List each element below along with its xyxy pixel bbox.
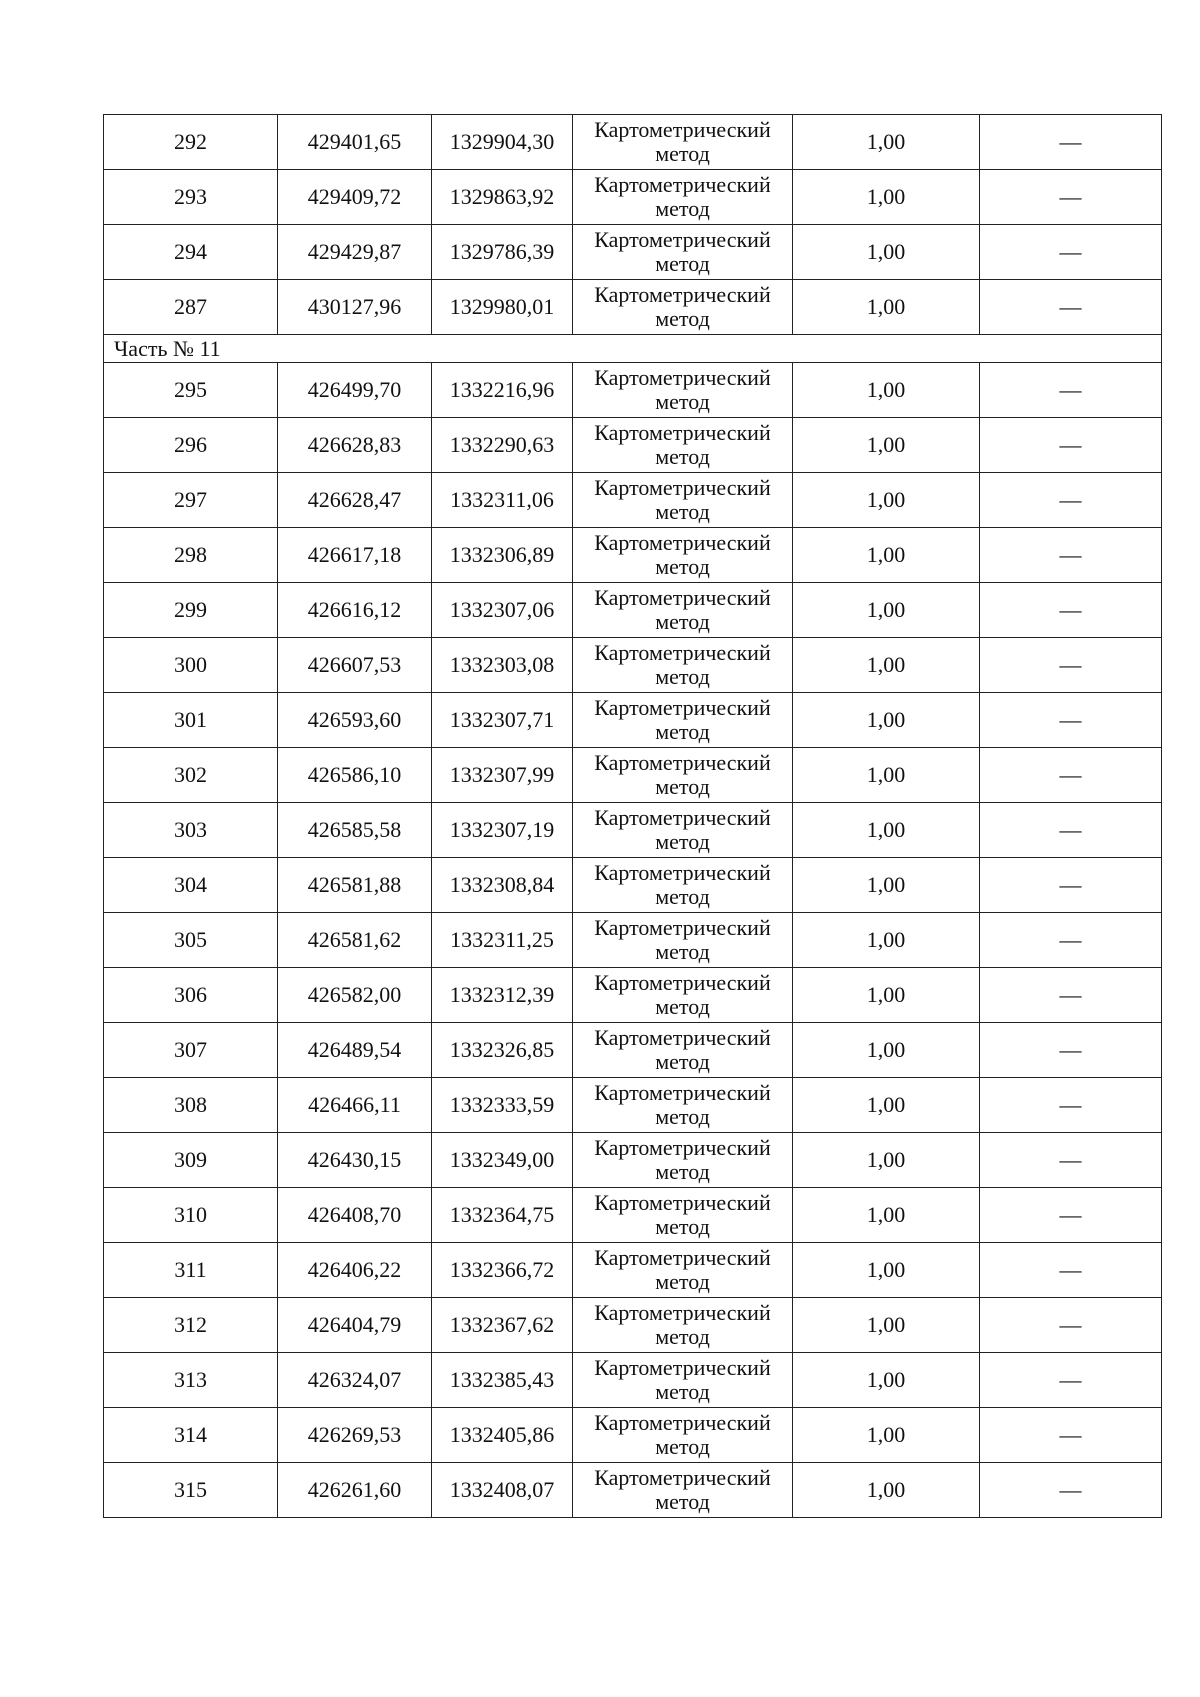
x-coordinate-cell: 426499,70 [278,363,432,418]
description-cell: — [980,858,1162,913]
description-cell: — [980,1188,1162,1243]
method-line-2: метод [655,499,710,524]
accuracy-cell: 1,00 [793,1078,980,1133]
method-cell [573,968,793,1023]
method-cell [573,1133,793,1188]
method-cell [573,1188,793,1243]
method-line-2: метод [655,1489,710,1514]
y-coordinate-cell: 1329980,01 [432,280,573,335]
point-number-cell: 306 [104,968,278,1023]
x-coordinate-cell: 426582,00 [278,968,432,1023]
accuracy-cell: 1,00 [793,418,980,473]
method-cell [573,1023,793,1078]
y-coordinate-cell: 1332306,89 [432,528,573,583]
y-coordinate-cell: 1332307,99 [432,748,573,803]
accuracy-cell: 1,00 [793,1298,980,1353]
method-line-1: Картометрический [594,860,771,885]
x-coordinate-cell: 426489,54 [278,1023,432,1078]
point-number-cell: 311 [104,1243,278,1298]
method-line-1: Картометрический [594,640,771,665]
description-cell: — [980,968,1162,1023]
method-line-1: Картометрический [594,750,771,775]
table-row [104,693,1162,748]
accuracy-cell: 1,00 [793,1408,980,1463]
description-cell: — [980,363,1162,418]
accuracy-cell: 1,00 [793,1133,980,1188]
table-row [104,1243,1162,1298]
method-cell [573,170,793,225]
section-heading: Часть № 11 [104,335,1162,363]
y-coordinate-cell: 1332364,75 [432,1188,573,1243]
method-line-2: метод [655,884,710,909]
method-line-1: Картометрический [594,970,771,995]
table-row [104,1078,1162,1133]
x-coordinate-cell: 426269,53 [278,1408,432,1463]
method-line-1: Картометрический [594,1410,771,1435]
method-line-2: метод [655,774,710,799]
accuracy-cell: 1,00 [793,638,980,693]
method-cell [573,280,793,335]
point-number-cell: 294 [104,225,278,280]
method-cell [573,913,793,968]
method-line-2: метод [655,141,710,166]
table-row [104,1023,1162,1078]
method-cell [573,583,793,638]
method-line-2: метод [655,939,710,964]
method-line-2: метод [655,1159,710,1184]
description-cell: — [980,693,1162,748]
point-number-cell: 307 [104,1023,278,1078]
description-cell: — [980,473,1162,528]
method-cell [573,473,793,528]
description-cell: — [980,913,1162,968]
point-number-cell: 297 [104,473,278,528]
description-cell: — [980,583,1162,638]
method-cell [573,528,793,583]
x-coordinate-cell: 426581,62 [278,913,432,968]
y-coordinate-cell: 1329904,30 [432,115,573,170]
method-line-1: Картометрический [594,172,771,197]
method-cell [573,638,793,693]
accuracy-cell: 1,00 [793,583,980,638]
table-row [104,1188,1162,1243]
method-line-2: метод [655,719,710,744]
x-coordinate-cell: 426617,18 [278,528,432,583]
table-row [104,115,1162,170]
section-heading-row [104,335,1162,363]
point-number-cell: 292 [104,115,278,170]
accuracy-cell: 1,00 [793,473,980,528]
method-cell [573,1078,793,1133]
point-number-cell: 310 [104,1188,278,1243]
method-line-1: Картометрический [594,282,771,307]
description-cell: — [980,1463,1162,1518]
description-cell: — [980,528,1162,583]
description-cell: — [980,1078,1162,1133]
accuracy-cell: 1,00 [793,1188,980,1243]
y-coordinate-cell: 1332307,71 [432,693,573,748]
y-coordinate-cell: 1332366,72 [432,1243,573,1298]
method-line-1: Картометрический [594,227,771,252]
description-cell: — [980,638,1162,693]
description-cell: — [980,225,1162,280]
table-row [104,225,1162,280]
x-coordinate-cell: 426324,07 [278,1353,432,1408]
description-cell: — [980,115,1162,170]
y-coordinate-cell: 1332303,08 [432,638,573,693]
accuracy-cell: 1,00 [793,280,980,335]
method-line-1: Картометрический [594,1190,771,1215]
table-row [104,638,1162,693]
method-line-1: Картометрический [594,1135,771,1160]
point-number-cell: 312 [104,1298,278,1353]
method-line-1: Картометрический [594,1080,771,1105]
accuracy-cell: 1,00 [793,913,980,968]
method-line-2: метод [655,1049,710,1074]
accuracy-cell: 1,00 [793,1243,980,1298]
description-cell: — [980,1023,1162,1078]
accuracy-cell: 1,00 [793,693,980,748]
point-number-cell: 302 [104,748,278,803]
y-coordinate-cell: 1332367,62 [432,1298,573,1353]
description-cell: — [980,1133,1162,1188]
x-coordinate-cell: 426607,53 [278,638,432,693]
coordinates-table-body [104,115,1162,1518]
table-row [104,170,1162,225]
x-coordinate-cell: 426585,58 [278,803,432,858]
method-line-2: метод [655,1434,710,1459]
point-number-cell: 300 [104,638,278,693]
table-row [104,748,1162,803]
method-line-1: Картометрический [594,1245,771,1270]
method-line-2: метод [655,1379,710,1404]
accuracy-cell: 1,00 [793,363,980,418]
description-cell: — [980,1243,1162,1298]
method-line-1: Картометрический [594,1300,771,1325]
description-cell: — [980,418,1162,473]
table-row [104,363,1162,418]
accuracy-cell: 1,00 [793,1463,980,1518]
description-cell: — [980,1408,1162,1463]
method-cell [573,225,793,280]
table-row [104,1353,1162,1408]
description-cell: — [980,170,1162,225]
table-row [104,583,1162,638]
accuracy-cell: 1,00 [793,225,980,280]
method-cell [573,803,793,858]
method-cell [573,363,793,418]
accuracy-cell: 1,00 [793,115,980,170]
method-cell [573,418,793,473]
accuracy-cell: 1,00 [793,1353,980,1408]
method-line-1: Картометрический [594,695,771,720]
table-row [104,1408,1162,1463]
point-number-cell: 287 [104,280,278,335]
x-coordinate-cell: 426406,22 [278,1243,432,1298]
method-line-1: Картометрический [594,475,771,500]
x-coordinate-cell: 426408,70 [278,1188,432,1243]
accuracy-cell: 1,00 [793,528,980,583]
description-cell: — [980,1298,1162,1353]
method-line-1: Картометрический [594,805,771,830]
point-number-cell: 299 [104,583,278,638]
y-coordinate-cell: 1332311,25 [432,913,573,968]
y-coordinate-cell: 1329786,39 [432,225,573,280]
y-coordinate-cell: 1332216,96 [432,363,573,418]
x-coordinate-cell: 426404,79 [278,1298,432,1353]
accuracy-cell: 1,00 [793,968,980,1023]
x-coordinate-cell: 430127,96 [278,280,432,335]
y-coordinate-cell: 1332333,59 [432,1078,573,1133]
y-coordinate-cell: 1332307,19 [432,803,573,858]
table-row [104,968,1162,1023]
method-line-2: метод [655,554,710,579]
table-row [104,280,1162,335]
coordinates-table [103,114,1162,1518]
table-row [104,418,1162,473]
method-line-1: Картометрический [594,915,771,940]
x-coordinate-cell: 426466,11 [278,1078,432,1133]
y-coordinate-cell: 1332308,84 [432,858,573,913]
method-cell [573,1298,793,1353]
x-coordinate-cell: 426581,88 [278,858,432,913]
method-cell [573,1353,793,1408]
method-line-2: метод [655,1269,710,1294]
point-number-cell: 298 [104,528,278,583]
y-coordinate-cell: 1332307,06 [432,583,573,638]
point-number-cell: 295 [104,363,278,418]
method-line-1: Картометрический [594,365,771,390]
y-coordinate-cell: 1332385,43 [432,1353,573,1408]
x-coordinate-cell: 426593,60 [278,693,432,748]
method-line-1: Картометрический [594,117,771,142]
method-line-1: Картометрический [594,585,771,610]
description-cell: — [980,748,1162,803]
point-number-cell: 314 [104,1408,278,1463]
y-coordinate-cell: 1332290,63 [432,418,573,473]
point-number-cell: 303 [104,803,278,858]
point-number-cell: 305 [104,913,278,968]
x-coordinate-cell: 426616,12 [278,583,432,638]
x-coordinate-cell: 426261,60 [278,1463,432,1518]
method-line-1: Картометрический [594,1025,771,1050]
table-row [104,1463,1162,1518]
y-coordinate-cell: 1332408,07 [432,1463,573,1518]
point-number-cell: 309 [104,1133,278,1188]
method-cell [573,858,793,913]
method-cell [573,1408,793,1463]
x-coordinate-cell: 426628,47 [278,473,432,528]
method-line-2: метод [655,664,710,689]
method-line-2: метод [655,994,710,1019]
x-coordinate-cell: 429401,65 [278,115,432,170]
method-cell [573,748,793,803]
method-line-2: метод [655,444,710,469]
method-cell [573,1463,793,1518]
table-row [104,858,1162,913]
point-number-cell: 308 [104,1078,278,1133]
y-coordinate-cell: 1332349,00 [432,1133,573,1188]
accuracy-cell: 1,00 [793,170,980,225]
method-line-1: Картометрический [594,420,771,445]
method-line-2: метод [655,389,710,414]
table-row [104,803,1162,858]
method-cell [573,115,793,170]
y-coordinate-cell: 1332312,39 [432,968,573,1023]
method-line-2: метод [655,1324,710,1349]
method-line-2: метод [655,1104,710,1129]
method-line-1: Картометрический [594,1355,771,1380]
method-line-2: метод [655,196,710,221]
y-coordinate-cell: 1332405,86 [432,1408,573,1463]
method-line-2: метод [655,609,710,634]
accuracy-cell: 1,00 [793,858,980,913]
x-coordinate-cell: 426628,83 [278,418,432,473]
table-row [104,528,1162,583]
point-number-cell: 313 [104,1353,278,1408]
x-coordinate-cell: 426586,10 [278,748,432,803]
description-cell: — [980,1353,1162,1408]
y-coordinate-cell: 1332326,85 [432,1023,573,1078]
method-line-1: Картометрический [594,1465,771,1490]
point-number-cell: 296 [104,418,278,473]
table-row [104,1298,1162,1353]
point-number-cell: 304 [104,858,278,913]
method-cell [573,1243,793,1298]
point-number-cell: 293 [104,170,278,225]
accuracy-cell: 1,00 [793,1023,980,1078]
table-row [104,1133,1162,1188]
method-line-2: метод [655,306,710,331]
method-line-1: Картометрический [594,530,771,555]
table-row [104,913,1162,968]
point-number-cell: 315 [104,1463,278,1518]
method-line-2: метод [655,1214,710,1239]
accuracy-cell: 1,00 [793,803,980,858]
description-cell: — [980,280,1162,335]
method-cell [573,693,793,748]
point-number-cell: 301 [104,693,278,748]
y-coordinate-cell: 1332311,06 [432,473,573,528]
x-coordinate-cell: 429429,87 [278,225,432,280]
table-row [104,473,1162,528]
y-coordinate-cell: 1329863,92 [432,170,573,225]
x-coordinate-cell: 429409,72 [278,170,432,225]
method-line-2: метод [655,251,710,276]
method-line-2: метод [655,829,710,854]
x-coordinate-cell: 426430,15 [278,1133,432,1188]
description-cell: — [980,803,1162,858]
accuracy-cell: 1,00 [793,748,980,803]
